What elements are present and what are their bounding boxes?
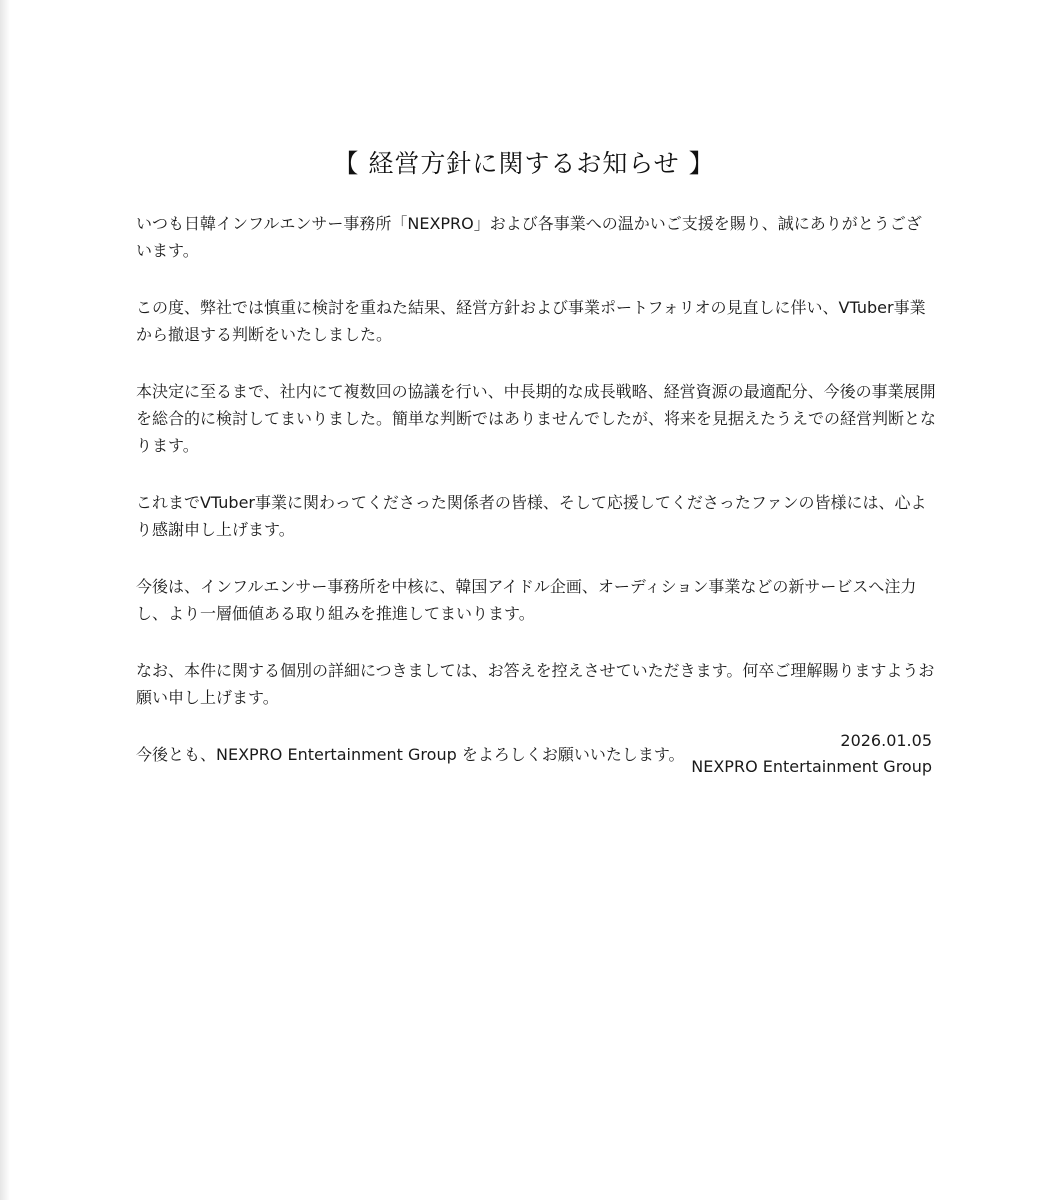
paragraph-future: 今後は、インフルエンサー事務所を中核に、韓国アイドル企画、オーディション事業などの新サービスへ注力し、より一層価値ある取り組みを推進してまいります。: [136, 577, 917, 623]
signatory-name: NEXPRO Entertainment Group: [691, 757, 932, 776]
notice-date: 2026.01.05: [840, 731, 932, 750]
paragraph-greeting: いつも日韓インフルエンサー事務所「NEXPRO」および各事業への温かいご支援を賜り、誠にありがとうございます。: [136, 214, 922, 260]
paragraph-notice: なお、本件に関する個別の詳細につきましては、お答えを控えさせていただきます。何卒ご理解賜りますようお願い申し上げます。: [136, 661, 935, 707]
paragraph-background: 本決定に至るまで、社内にて複数回の協議を行い、中長期的な成長戦略、経営資源の最適配分、今後の事業展開を総合的に検討してまいりました。簡単な判断ではありませんでしたが、将来を見据えたうえでの経営判断となります。: [136, 382, 937, 455]
notice-title: 【 経営方針に関するお知らせ 】: [333, 149, 715, 178]
signature-block: [691, 728, 932, 780]
paragraph-decision: この度、弊社では慎重に検討を重ねた結果、経営方針および事業ポートフォリオの見直しに伴い、VTuber事業から撤退する判断をいたしました。: [136, 298, 926, 344]
paragraph-thanks: これまでVTuber事業に関わってくださった関係者の皆様、そして応援してくださったファンの皆様には、心より感謝申し上げます。: [136, 493, 927, 539]
notice-body: [136, 210, 936, 798]
paragraph-closing: 今後とも、NEXPRO Entertainment Group をよろしくお願いいたします。: [136, 745, 685, 764]
